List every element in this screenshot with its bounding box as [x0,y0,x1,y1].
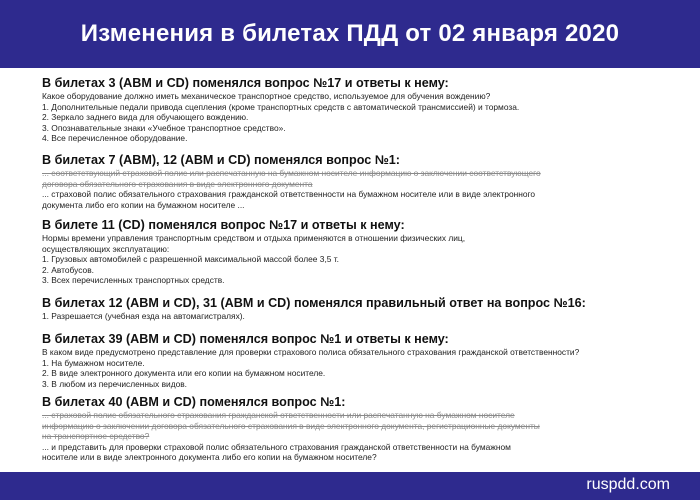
answer-option: 3. Опознавательные знаки «Учебное транспортное средство». [42,122,286,133]
question-text: В каком виде предусмотрено представление для проверки страхового полиса обязательного страхования гражданской ответственности? [42,347,580,357]
question-text: Какое оборудование должно иметь механическое транспортное средство, используемое для обучения вождению? [42,91,491,101]
new-text: носителе или в виде электронного документа либо его копии на бумажном носителе? [42,452,377,463]
answer-option: 1. Грузовых автомобилей с разрешенной максимальной массой более 3,5 т. [42,254,339,265]
new-text: документа либо его копии на бумажном носителе ... [42,199,245,210]
section-tickets-12-31 [42,296,692,322]
page-title: Изменения в билетах ПДД от 02 января 2020 [80,20,620,47]
old-text: на транспортное средство? [42,431,150,442]
section-ticket-39 [42,332,692,389]
section-tickets-7-12 [42,153,692,210]
question-text: осуществляющих эксплуатацию: [42,243,170,254]
answer-option: 1. Разрешается (учебная езда на автомагистралях). [42,311,245,321]
answer-option: 3. В любом из перечисленных видов. [42,378,188,389]
section-heading: В билете 11 (CD) поменялся вопрос №17 и ответы к нему: [42,218,405,232]
page-footer [0,472,700,500]
old-text: ... страховой полис обязательного страхования гражданской ответственности или распечатанную на бумажном носителе [42,410,515,420]
section-heading: В билетах 40 (ABM и CD) поменялся вопрос №1: [42,395,346,409]
answer-option: 1. Дополнительные педали привода сцепления (кроме транспортных средств с автоматической трансмиссией) и тормоза. [42,101,520,112]
content-panel [0,68,700,472]
section-heading: В билетах 7 (ABM), 12 (ABM и CD) поменялся вопрос №1: [42,153,400,167]
section-ticket-11 [42,218,692,286]
new-text: ... и представить для проверки страховой полис обязательного страхования гражданской ответственности на бумажном [42,441,511,452]
answer-option: 2. В виде электронного документа или его копии на бумажном носителе. [42,368,326,379]
answer-option: 1. На бумажном носителе. [42,357,145,368]
section-heading: В билетах 3 (ABM и CD) поменялся вопрос №17 и ответы к нему: [42,76,449,90]
new-text: ... страховой полис обязательного страхования гражданской ответственности на бумажном носителе или в виде электронного [42,189,536,200]
section-ticket-40 [42,395,692,463]
answer-option: 3. Всех перечисленных транспортных средств. [42,275,225,286]
answer-option: 2. Зеркало заднего вида для обучающего вождению. [42,112,249,123]
old-text: ... соответствующий страховой полис или распечатанную на бумажном носителе информацию о заключении соответствующего [42,168,541,178]
section-heading: В билетах 39 (ABM и CD) поменялся вопрос №1 и ответы к нему: [42,332,449,346]
old-text: информацию о заключении договора обязательного страхования в виде электронного документа, регистрационные документы [42,420,540,431]
old-text: договора обязательного страхования в виде электронного документа [42,178,313,189]
page-header [0,0,700,68]
site-watermark: ruspdd.com [586,476,670,493]
question-text: Нормы времени управления транспортным средством и отдыха применяются в отношении физических лиц, [42,233,466,243]
answer-option: 2. Автобусов. [42,264,94,275]
section-heading: В билетах 12 (ABM и CD), 31 (ABM и CD) поменялся правильный ответ на вопрос №16: [42,296,586,310]
section-ticket-3 [42,76,692,144]
answer-option: 4. Все перечисленное оборудование. [42,133,188,144]
